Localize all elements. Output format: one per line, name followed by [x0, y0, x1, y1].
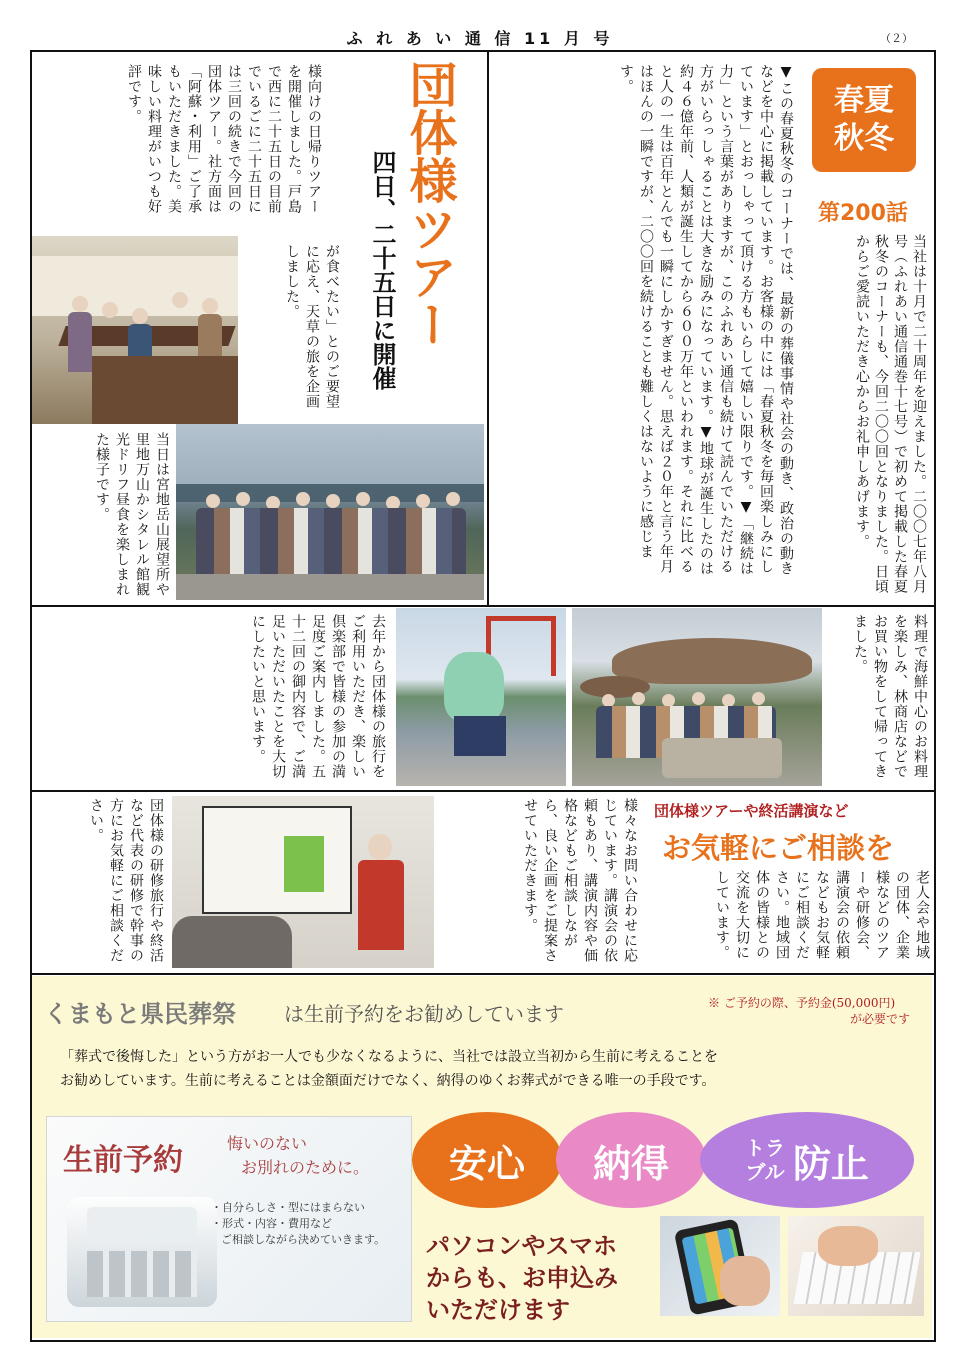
tour-body-lunch: 料理で海鮮中心のお料理を楽しみ、林商店などでお買い物をして帰ってきました。 [852, 614, 928, 779]
consult-heading-large: お気軽にご相談を [662, 831, 895, 865]
advance-reservation-card [46, 1116, 412, 1322]
consult-body-left: 団体様の研修旅行や終活など代表の研修で幹事の方にお気軽にご相談ください。 [88, 798, 164, 963]
promo-headline: は生前予約をお勧めしています [284, 1002, 564, 1026]
keyboard-photo [788, 1216, 924, 1316]
online-text-2: からも、お申込み [426, 1263, 618, 1292]
tour-body-club: 去年から団体様の旅行をご利用いただき、楽しい倶楽部で皆様の参加の満足度ご案内しました。五十二回の御内容で、ご満足いただいたことを大切にしたいと思います。 [250, 614, 386, 779]
phone-icon [67, 1197, 217, 1307]
tour-body-intro: 様向けの日帰りツアーを開催しました。戸島で西に二十五日の目前でいるごに二十五日には三回の続きで今回の団体ツアー。社方面は「阿蘇・利用」ご了承もいただきました。美味しい料理がいつも好評です。 [126, 64, 322, 214]
season-title: 春夏秋冬 [834, 83, 894, 156]
badge-peace-of-mind [412, 1112, 562, 1208]
page-header: ふ れ あ い 通 信 11 月 号 [346, 29, 614, 48]
season-episode: 第200話 [818, 201, 908, 226]
season-body-main: ▼この春夏秋冬のコーナーでは、最新の葬儀事情や社会の動き、政治の動きなどを中心に掲載しています。お客様の中には「春夏秋冬を毎回楽しみにしています」とおっしゃって頂ける方もいらして嬉しい限りです。▼「継続は力」という言葉がありますが、このふれあい通信も続けて読んでいただける方がいらっしゃることは大きな励みになっています。▼地球が誕生したのは約４６億年前、人類が誕生してから６００万年といわれます。それに比べると人の一生は百年とんでも一瞬にしかすぎません。思えば２０年と言う年月はほんの一瞬ですが、二〇〇回を続けることも難しくはないように感じます。 [618, 64, 794, 576]
card-subtitle-2: お別れのために。 [241, 1158, 370, 1177]
tour-subtitle: 四日、二十五日に開催 [368, 150, 397, 390]
consult-body-mid: 様々なお問い合わせに応じています。講演会の依頼もあり、講演内容や価格などもご相談しながら、良い企画をご提案させていただきます。 [522, 798, 638, 963]
badge-trouble-prevention [700, 1112, 914, 1208]
group-viewpoint-photo [176, 424, 484, 600]
consult-heading-small: 団体様ツアーや終活講演など [654, 802, 849, 820]
promo-note-1: ※ ご予約の際、予約金(50,000円) [708, 996, 896, 1010]
promo-panel [32, 976, 932, 1338]
season-body-anniversary: 当社は十月で二十周年を迎えました。二〇〇七年八月号（ふれあい通信通巻十七号）で初めて掲載した春夏秋冬のコーナーも、今回二〇〇回となりました。日頃からご愛読いただき心からお礼申しあげます。 [854, 234, 927, 594]
tour-body-viewpoint: 当日は宮地岳山展望所や里地万山かシタレル館観光ドリフ昼食を楽しまれた様子です。 [94, 432, 170, 597]
badge-3-big: 防止 [792, 1141, 869, 1186]
badge-2-label: 納得 [592, 1141, 669, 1186]
consult-body-right: 老人会や地域の団体、企業様などのツアーや研修会、講演会の依頼などもお気軽にご相談ください。地域団体の皆様との交流を大切にしています。 [714, 870, 930, 960]
card-subtitle-1: 悔いのない [227, 1134, 308, 1153]
card-bullet-2: ・形式・内容・費用など [211, 1217, 332, 1230]
online-text-1: パソコンやスマホ [426, 1231, 618, 1260]
badge-3-small-2: ブル [745, 1160, 785, 1184]
card-title: 生前予約 [63, 1143, 183, 1178]
tour-body-request: が食べたい」とのご要望に応え、天草の旅を企画しました。 [284, 244, 340, 409]
page-number: （２） [880, 32, 913, 45]
promo-note-2: が必要です [850, 1012, 911, 1026]
tour-title: 団体様ツアー [401, 60, 457, 348]
dinosaur-museum-photo [572, 608, 822, 786]
promo-text-2: お勧めしています。生前に考えることは金額面だけでなく、納得のゆくお葬式ができる唯一の手段です。 [60, 1073, 716, 1089]
card-bullet-3: ご相談しながら決めていきます。 [221, 1233, 386, 1246]
card-bullet-1: ・自分らしさ・型にはまらない [211, 1201, 365, 1214]
promo-text-1: 「葬式で後悔した」という方がお一人でも少なくなるように、当社では設立当初から生前に考えることを [60, 1049, 718, 1065]
badge-1-label: 安心 [448, 1141, 525, 1186]
banquet-photo [32, 236, 238, 424]
mascot-photo [396, 608, 566, 786]
online-text-3: いただけます [426, 1295, 570, 1324]
season-title-box [812, 68, 916, 172]
lecture-photo [172, 796, 434, 968]
badge-satisfaction [556, 1112, 706, 1208]
smartphone-photo [660, 1216, 780, 1316]
promo-brand: くまもと県民葬祭 [44, 1000, 236, 1028]
badge-3-small-1: トラ [744, 1136, 785, 1160]
